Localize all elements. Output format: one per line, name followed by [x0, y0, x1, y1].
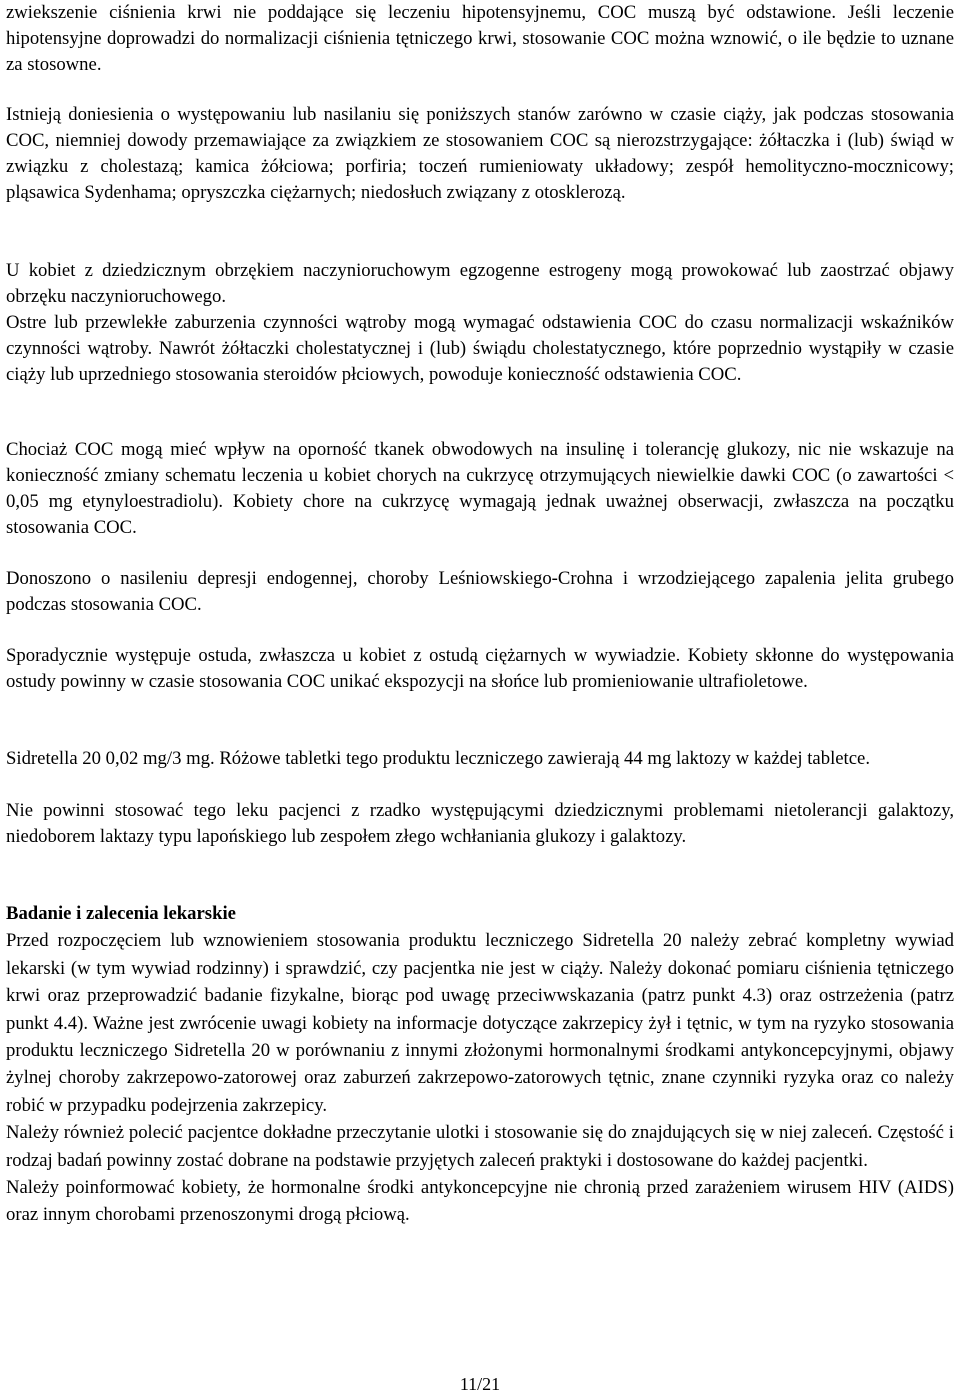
paragraph-lactose [6, 746, 954, 772]
paragraph-text: Ostre lub przewlekłe zaburzenia czynności wątroby mogą wymagać odstawienia COC do czasu normalizacji wskaźników czynności wątroby. Nawrót żółtaczki cholestatycznej i (lub) świądu cholestatycznego, które poprzednio wystąpiły w czasie ciąży lub uprzedniego stosowania steroidów płciowych, powoduje konieczność odstawienia COC. [6, 312, 954, 385]
paragraph-text: Istnieją doniesienia o występowaniu lub nasilaniu się poniższych stanów zarówno w czasie ciąży, jak podczas stosowania COC, niemniej dowody przemawiające za związkiem ze stosowaniem COC są nierozstrzygające: żółtaczka i (lub) świąd w związku z cholestazą; kamica żółciowa; porfiria; toczeń rumieniowaty układowy; zespół hemolityczno-mocznicowy; pląsawica Sydenhama; opryszczka ciężarnych; niedosłuch związany z otosklerozą. [6, 104, 954, 203]
section-paragraph: Należy poinformować kobiety, że hormonalne środki antykoncepcyjne nie chronią przed zarażeniem wirusem HIV (AIDS) oraz innym chorobami przenoszonymi drogą płciową. [6, 1177, 954, 1226]
page-number: 11/21 [459, 1374, 501, 1394]
section-heading: Badanie i zalecenia lekarskie [6, 903, 236, 924]
paragraph-text: zwiekszenie ciśnienia krwi nie poddające się leczeniu hipotensyjnemu, COC muszą być odstawione. Jeśli leczenie hipotensyjne doprowadzi do normalizacji ciśnienia tętniczego krwi, stosowanie COC można wznowić, o ile będzie to uznane za stosowne. [6, 2, 954, 75]
paragraph-liver [6, 310, 954, 388]
paragraph-text: Nie powinni stosować tego leku pacjenci z rzadko występującymi dziedzicznymi problemami nietolerancji galaktozy, niedoborem laktazy typu lapońskiego lub zespołem złego wchłaniania glukozy i galaktozy. [6, 800, 954, 847]
section-paragraph: Przed rozpoczęciem lub wznowieniem stosowania produktu leczniczego Sidretella 20 należy zebrać kompletny wywiad lekarski (w tym wywiad rodzinny) i sprawdzić, czy pacjentka nie jest w ciąży. Należy dokonać pomiaru ciśnienia tętniczego krwi oraz przeprowadzić badanie fizykalne, biorąc pod uwagę przeciwwskazania (patrz punkt 4.3) oraz ostrzeżenia (patrz punkt 4.4). Ważne jest zwrócenie uwagi kobiety na informacje dotyczące zakrzepicy żył i tętnic, w tym na ryzyko stosowania produktu leczniczego Sidretella 20 w porównaniu z innymi złożonymi hormonalnymi środkami antykoncepcyjnymi, objawy żylnej choroby zakrzepowo-zatorowej oraz zaburzeń zakrzepowo-zatorowych tętnic, znane czynniki ryzyka oraz co należy robić w przypadku podejrzenia zakrzepicy. [6, 930, 954, 1116]
paragraph-text: Sidretella 20 0,02 mg/3 mg. Różowe tabletki tego produktu leczniczego zawierają 44 mg laktozy w każdej tabletce. [6, 748, 871, 769]
paragraph-angioedema [6, 258, 954, 310]
paragraph-hypertension [6, 0, 954, 78]
paragraph-text: Chociaż COC mogą mieć wpływ na oporność tkanek obwodowych na insulinę i tolerancję glukozy, nic nie wskazuje na konieczność zmiany schematu leczenia u kobiet chorych na cukrzycę otrzymujących niewielkie dawki COC (o zawartości < 0,05 mg etynyloestradiolu). Kobiety chore na cukrzycę wymagają jednak uważnej obserwacji, zwłaszcza na początku stosowania COC. [6, 439, 954, 538]
section-medical-examination [6, 900, 954, 1229]
section-paragraph: Należy również polecić pacjentce dokładne przeczytanie ulotki i stosowanie się do znajdujących się w niej zaleceń. Częstość i rodzaj badań powinny zostać dobrane na podstawie przyjętych zaleceń praktyki i dostosowane do każdej pacjentki. [6, 1122, 954, 1171]
paragraph-chloasma [6, 643, 954, 695]
paragraph-diabetes [6, 437, 954, 541]
paragraph-text: U kobiet z dziedzicznym obrzękiem naczynioruchowym egzogenne estrogeny mogą prowokować lub zaostrzać objawy obrzęku naczynioruchowego. [6, 260, 954, 307]
paragraph-depression [6, 566, 954, 618]
paragraph-galactose [6, 798, 954, 850]
paragraph-text: Donoszono o nasileniu depresji endogennej, choroby Leśniowskiego-Crohna i wrzodziejącego zapalenia jelita grubego podczas stosowania COC. [6, 568, 954, 615]
paragraph-text: Sporadycznie występuje ostuda, zwłaszcza u kobiet z ostudą ciężarnych w wywiadzie. Kobiety skłonne do występowania ostudy powinny w czasie stosowania COC unikać ekspozycji na słońce lub promieniowanie ultrafioletowe. [6, 645, 954, 692]
paragraph-conditions-pregnancy [6, 102, 954, 206]
